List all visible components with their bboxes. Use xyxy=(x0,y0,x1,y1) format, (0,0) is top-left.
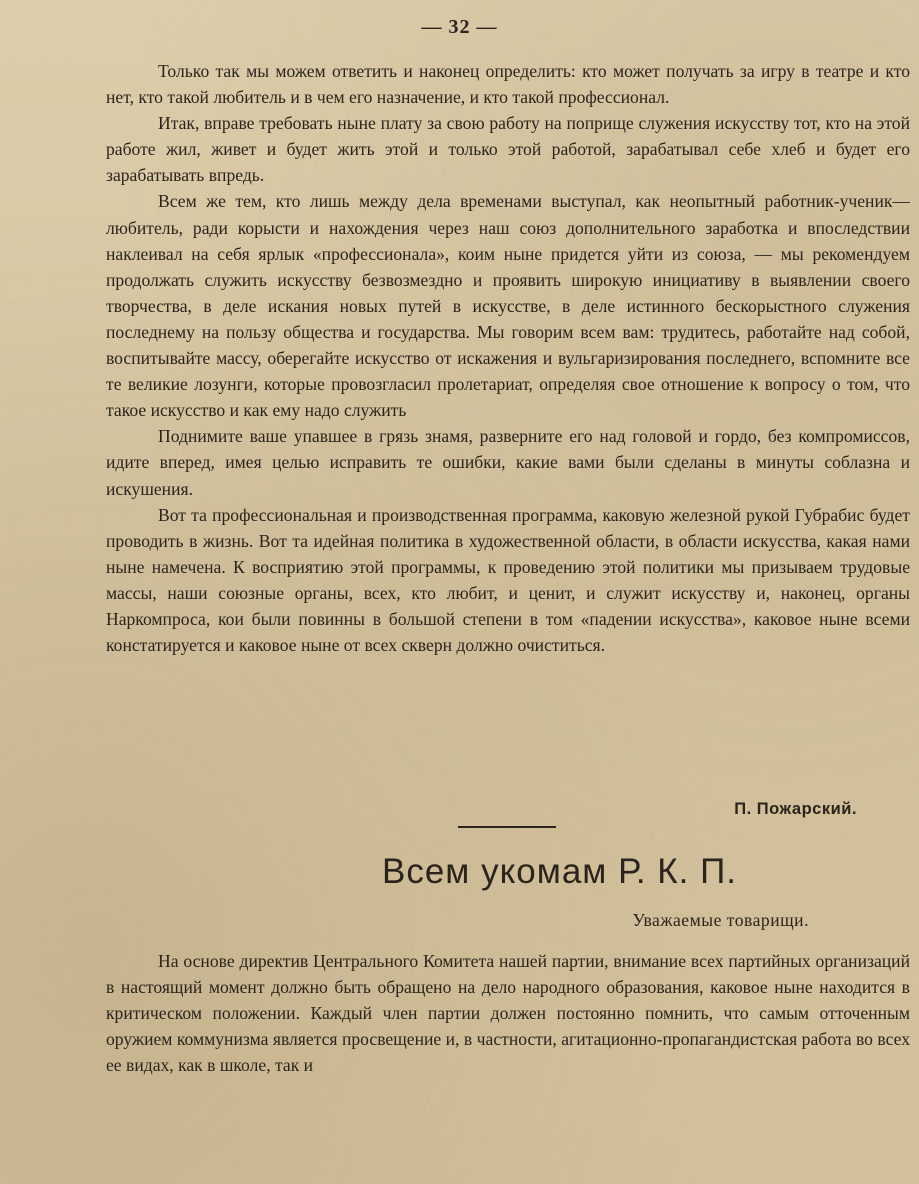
article-paragraph: Поднимите ваше упавшее в грязь знамя, разверните его над головой и гордо, без компромиссов, идите вперед, имея целью исправить те ошибки, какие вами были сделаны в минуты соблазна и искушения. xyxy=(106,426,910,499)
article-body xyxy=(106,58,910,658)
section-heading: Всем укомам Р. К. П. xyxy=(382,852,737,891)
article-paragraph: Только так мы можем ответить и наконец определить: кто может получать за игру в театре и кто нет, кто такой любитель и в чем его назначение, и кто такой профессионал. xyxy=(106,61,910,108)
author-signature: П. Пожарский. xyxy=(734,800,857,818)
section-divider xyxy=(458,826,556,828)
section-body xyxy=(106,948,910,1078)
page-number: — 32 — xyxy=(421,16,498,38)
section-paragraph: На основе директив Центрального Комитета нашей партии, внимание всех партийных организаций в настоящий момент должно быть обращено на дело народного образования, каковое ныне находится в критическом положении. Каждый член партии должен постоянно помнить, что самым отточенным оружием коммунизма является просвещение и, в частности, агитационно-пропагандистская работа во всех ее видах, как в школе, так и xyxy=(106,951,910,1076)
article-paragraph: Итак, вправе требовать ныне плату за свою работу на поприще служения искусству тот, кто на этой работе жил, живет и будет жить этой и только этой работой, зарабатывал себе хлеб и будет его зарабатывать впредь. xyxy=(106,113,910,186)
article-paragraph: Вот та профессиональная и производственная программа, каковую железной рукой Губрабис будет проводить в жизнь. Вот та идейная политика в художественной области, в области искусства, какая нами ныне намечена. К восприятию этой программы, к проведению этой политики мы призываем трудовые массы, наши союзные органы, всех, кто любит, и ценит, и служит искусству и, наконец, органы Наркомпроса, кои были повинны в большой степени в том «падении искусства», каковое ныне всеми констатируется и каковое ныне от всех скверн должно очиститься. xyxy=(106,504,910,656)
article-paragraph: Всем же тем, кто лишь между дела временами выступал, как неопытный работник-ученик—любитель, ради корысти и нахождения через наш союз дополнительного заработка и впоследствии наклеивал на себя ярлык «профессионала», коим ныне придется уйти из союза, — мы рекомендуем продолжать служить искусству безвозмездно и проявить широкую инициативу в выявлении своего творчества, в деле искания новых путей в искусстве, в деле истинного бескорыстного служения последнему на пользу общества и государства. Мы говорим всем вам: трудитесь, работайте над собой, воспитывайте массу, оберегайте искусство от искажения и вульгаризирования последнего, вспомните все те великие лозунги, которые провозгласил пролетариат, определяя свое отношение к вопросу о том, что такое искусство и как ему надо служить xyxy=(106,191,910,421)
salutation: Уважаемые товарищи. xyxy=(632,910,809,930)
